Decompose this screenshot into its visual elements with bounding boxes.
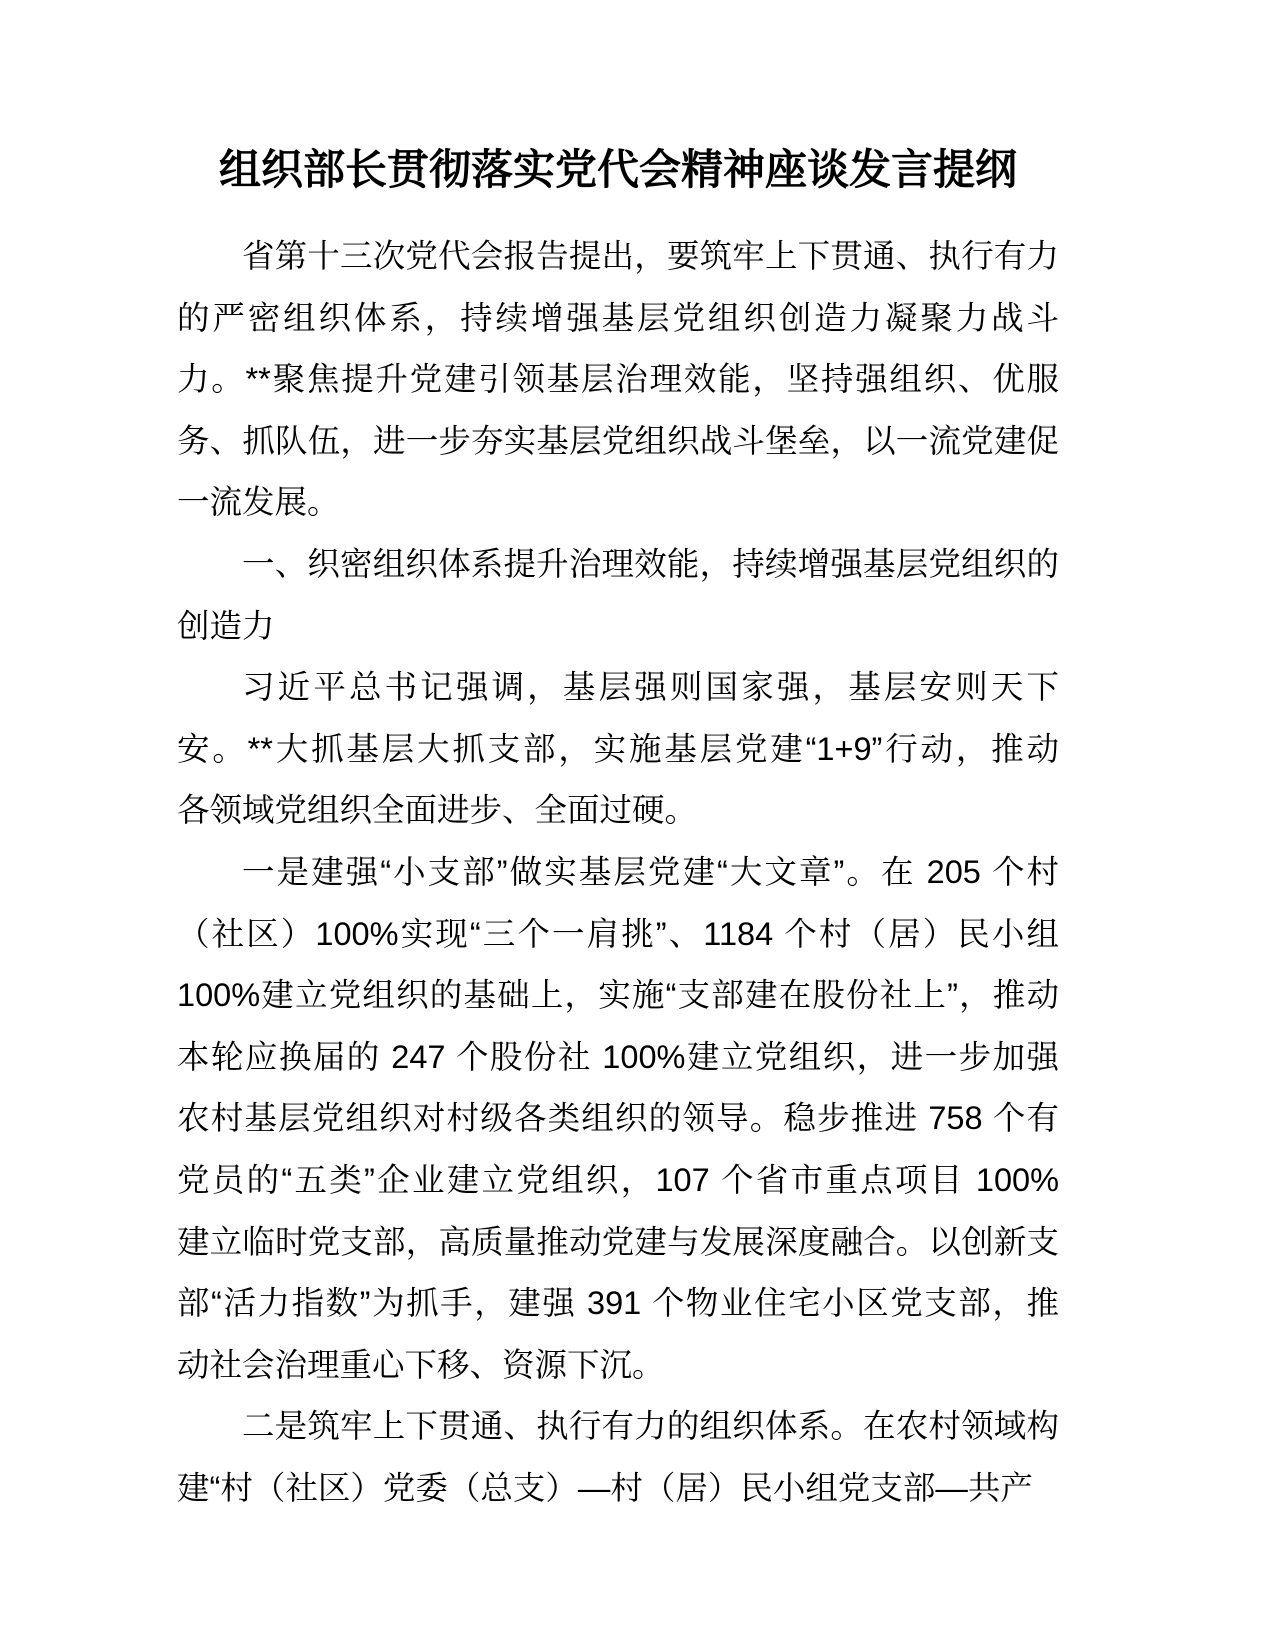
section-1-heading (177, 534, 1059, 657)
intro-paragraph (177, 226, 1059, 534)
text-line: 一流发展。 (177, 484, 340, 521)
text-line: 的严密组织体系，持续增强基层党组织创造力凝聚力战斗 (177, 299, 1059, 336)
text-line: 100%建立党组织的基础上，实施“支部建在股份社上”，推动 (177, 977, 1059, 1014)
point-1-paragraph (177, 842, 1059, 1396)
text-line: 省第十三次党代会报告提出，要筑牢上下贯通、执行有力 (242, 238, 1059, 274)
text-line: 本轮应换届的 247 个股份社 100%建立党组织，进一步加强 (177, 1038, 1059, 1075)
text-line: 务、抓队伍，进一步夯实基层党组织战斗堡垒，以一流党建促 (177, 422, 1059, 459)
text-line: 一是建强“小支部”做实基层党建“大文章”。在 205 个村 (242, 853, 1059, 890)
paragraphs-container (177, 226, 1059, 1519)
text-line: 农村基层党组织对村级各类组织的领导。稳步推进 758 个有 (177, 1100, 1059, 1137)
text-line: 二是筑牢上下贯通、执行有力的组织体系。在农村领域构 (242, 1408, 1059, 1445)
text-line: 建立临时党支部，高质量推动党建与发展深度融合。以创新支 (177, 1223, 1059, 1260)
text-line: 力。**聚焦提升党建引领基层治理效能，坚持强组织、优服 (177, 361, 1059, 398)
text-line: 党员的“五类”企业建立党组织，107 个省市重点项目 100% (177, 1161, 1059, 1198)
document-body (177, 139, 1059, 1519)
document-title: 组织部长贯彻落实党代会精神座谈发言提纲 (218, 146, 1017, 193)
text-line: 一、织密组织体系提升治理效能，持续增强基层党组织的 (242, 545, 1059, 582)
text-line: 各领域党组织全面进步、全面过硬。 (177, 792, 698, 829)
text-line: 安。**大抓基层大抓支部，实施基层党建“1+9”行动，推动 (177, 730, 1059, 767)
text-line: 动社会治理重心下移、资源下沉。 (177, 1346, 665, 1383)
text-line: （社区）100%实现“三个一肩挑”、1184 个村（居）民小组 (177, 915, 1059, 952)
section-1-lead-paragraph (177, 657, 1059, 842)
text-line: 建“村（社区）党委（总支）—村（居）民小组党支部—共产 (177, 1469, 1033, 1506)
text-line: 习近平总书记强调，基层强则国家强，基层安则天下 (242, 669, 1059, 706)
text-line: 部“活力指数”为抓手，建强 391 个物业住宅小区党支部，推 (177, 1285, 1059, 1322)
text-line: 创造力 (177, 607, 275, 644)
point-2-paragraph (177, 1396, 1059, 1519)
